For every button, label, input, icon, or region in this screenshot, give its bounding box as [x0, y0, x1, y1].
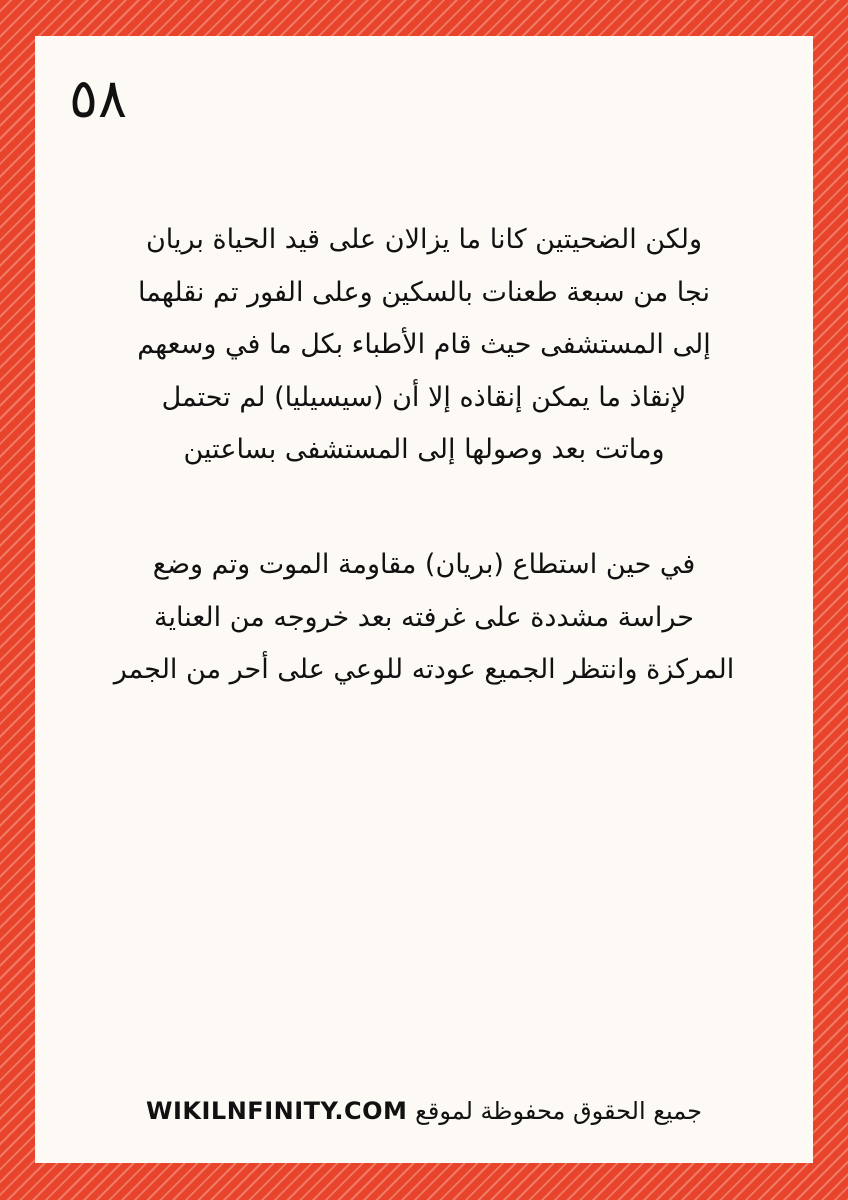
site-link[interactable]: WIKILNFINITY.COM [145, 1097, 408, 1125]
paragraph-line: المركزة وانتظر الجميع عودته للوعي على أحر من الجمر [113, 654, 735, 685]
paragraph-line: إلى المستشفى حيث قام الأطباء بكل ما في وسعهم [137, 329, 711, 360]
paragraph-line: وماتت بعد وصولها إلى المستشفى بساعتين [183, 434, 665, 465]
story-paragraph-2 [11, 539, 837, 697]
paragraph-line: في حين استطاع (بريان) مقاومة الموت وتم وضع [152, 549, 696, 580]
page-sheet [35, 36, 813, 1163]
paragraph-line: لإنقاذ ما يمكن إنقاذه إلا أن (سيسيليا) لم تحتمل [161, 381, 687, 413]
paragraph-line: نجا من سبعة طعنات بالسكين وعلى الفور تم نقلهما [138, 276, 710, 308]
paragraph-line: ولكن الضحيتين كانا ما يزالان على قيد الحياة بريان [145, 224, 703, 255]
copyright-footer [35, 1091, 813, 1131]
page-number: ٥٨ [69, 67, 128, 130]
copyright-text: جميع الحقوق محفوظة لموقع [415, 1097, 703, 1125]
paragraph-line: حراسة مشددة على غرفته بعد خروجه من العناية [154, 601, 694, 633]
story-paragraph-1 [11, 214, 837, 477]
